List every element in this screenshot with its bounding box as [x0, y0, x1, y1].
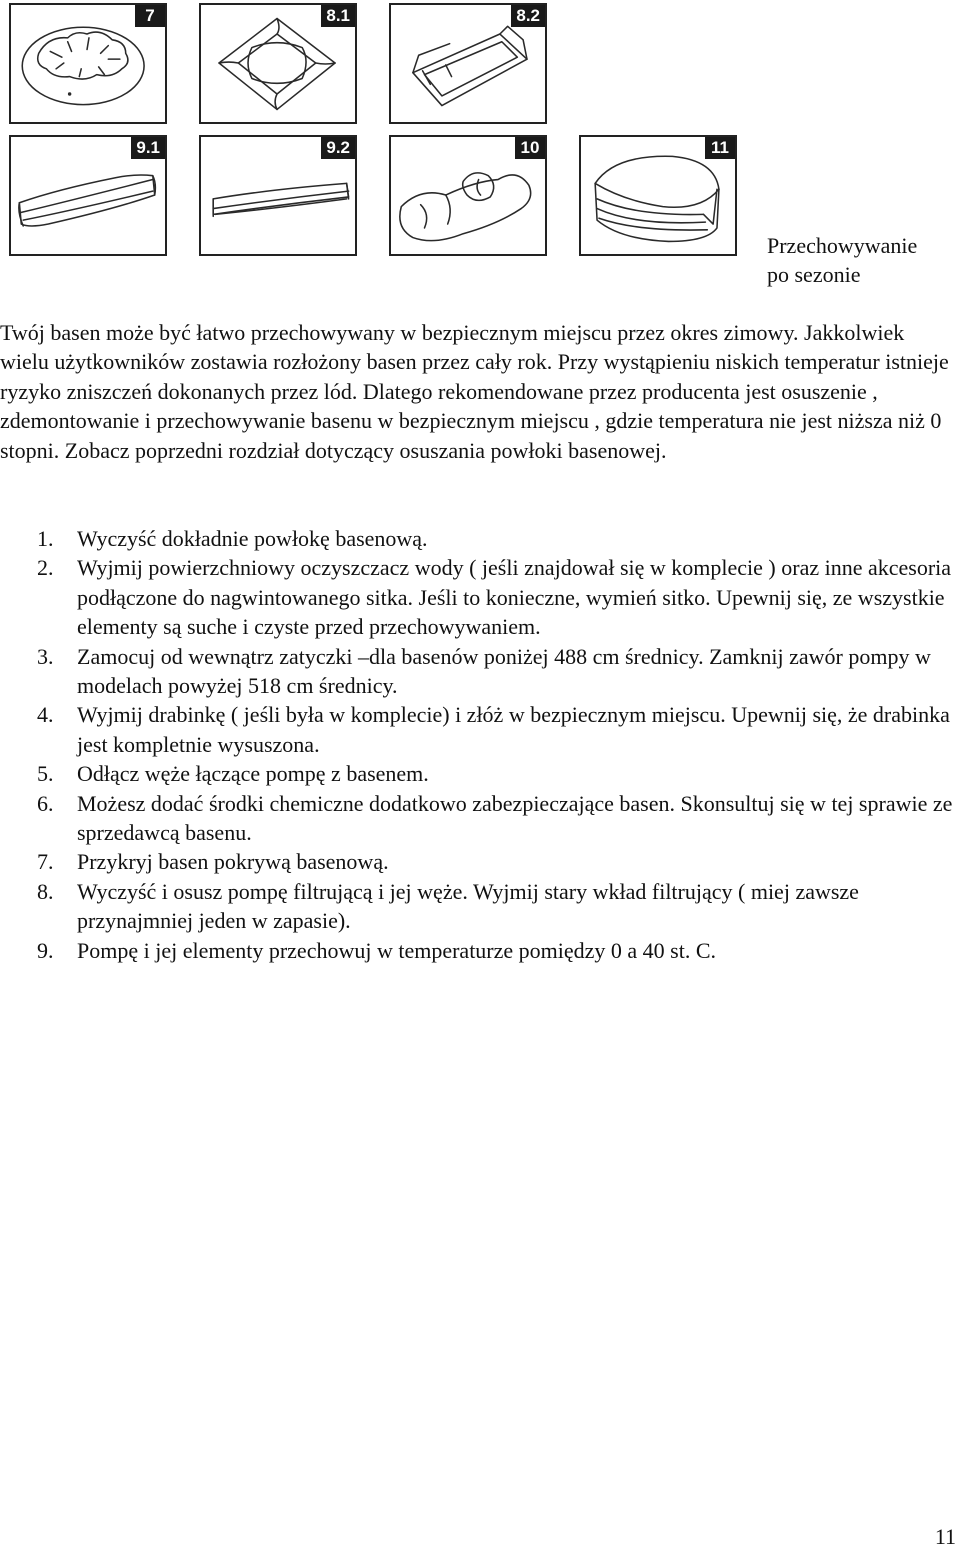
- step-number: 5.: [37, 761, 54, 787]
- list-item: [0, 642, 955, 701]
- section-title-line-1: Przechowywanie: [767, 233, 918, 258]
- figure-panel-11: [579, 135, 737, 256]
- section-title: [767, 231, 957, 289]
- storage-steps-list: [0, 524, 955, 965]
- figure-panel-9-2: [199, 135, 357, 256]
- step-text: Pompę i jej elementy przechowuj w temperaturze pomiędzy 0 a 40 st. C.: [77, 937, 717, 963]
- figure-label: 7: [135, 5, 165, 27]
- step-text: Odłącz węże łączące pompę z basenem.: [77, 761, 429, 787]
- list-item: [0, 700, 955, 759]
- step-number: 1.: [37, 526, 54, 551]
- list-item: [0, 847, 955, 876]
- figure-panel-8-1: [199, 3, 357, 124]
- step-text: Przykryj basen pokrywą basenową.: [77, 849, 389, 875]
- figure-label: 8.2: [511, 5, 545, 27]
- step-number: 9.: [37, 937, 54, 963]
- list-item: [0, 877, 955, 936]
- list-item: [0, 553, 955, 641]
- figure-label: 10: [515, 137, 545, 159]
- figure-label: 11: [705, 137, 735, 159]
- list-item: [0, 524, 955, 553]
- intro-paragraph: Twój basen może być łatwo przechowywany w bezpiecznym miejscu przez okres zimowy. Jakkolwiek wielu użytkowników zostawia rozłożony basen przez cały rok. Przy wystąpieniu niskich temperatur istnieje ryzyko zniszczeń dokonanych przez lód. Dlatego rekomendowane przez producenta jest osuszenie , zdemontowanie i przechowywanie basenu w bezpiecznym miejscu , gdzie temperatura nie jest niższa niż 0 stopni. Zobacz poprzedni rozdział dotyczący osuszania powłoki basenowej.: [0, 320, 949, 463]
- figure-label: 9.1: [131, 137, 165, 159]
- figure-label: 9.2: [321, 137, 355, 159]
- step-text: Wyjmij powierzchniowy oczyszczacz wody ( jeśli znajdował się w komplecie ) oraz inne akcesoria podłączone do nagwintowanego sitka. Jeśli to konieczne, wymień sitko. Upewnij się, ze wszystkie elementy są suche i czyste przed przechowywaniem.: [77, 555, 952, 640]
- list-item: [0, 759, 955, 788]
- step-number: 7.: [37, 849, 54, 875]
- figure-panel-8-2: [389, 3, 547, 124]
- step-number: 8.: [37, 878, 54, 904]
- step-number: 2.: [37, 555, 54, 581]
- section-title-line-2: po sezonie: [767, 262, 861, 287]
- step-text: Wyczyść i osusz pompę filtrującą i jej węże. Wyjmij stary wkład filtrujący ( miej zawsze przynajmniej jeden w zapasie).: [77, 878, 859, 934]
- step-number: 3.: [37, 643, 54, 669]
- page-number: 11: [934, 1524, 956, 1549]
- figure-panel-7: [9, 3, 167, 124]
- figure-panel-10: [389, 135, 547, 256]
- step-text: Zamocuj od wewnątrz zatyczki –dla basenów poniżej 488 cm średnicy. Zamknij zawór pompy w modelach powyżej 518 cm średnicy.: [77, 643, 931, 699]
- step-text: Wyczyść dokładnie powłokę basenową.: [77, 526, 428, 551]
- figure-panel-9-1: [9, 135, 167, 256]
- step-number: 6.: [37, 790, 54, 816]
- step-text: Wyjmij drabinkę ( jeśli była w komplecie) i złóż w bezpiecznym miejscu. Upewnij się, że drabinka jest kompletnie wysuszona.: [77, 702, 950, 757]
- list-item: [0, 789, 955, 848]
- step-text: Możesz dodać środki chemiczne dodatkowo zabezpieczające basen. Skonsultuj się w tej sprawie ze sprzedawcą basenu.: [77, 790, 953, 846]
- list-item: [0, 936, 955, 965]
- step-number: 4.: [37, 702, 54, 728]
- figure-label: 8.1: [321, 5, 355, 27]
